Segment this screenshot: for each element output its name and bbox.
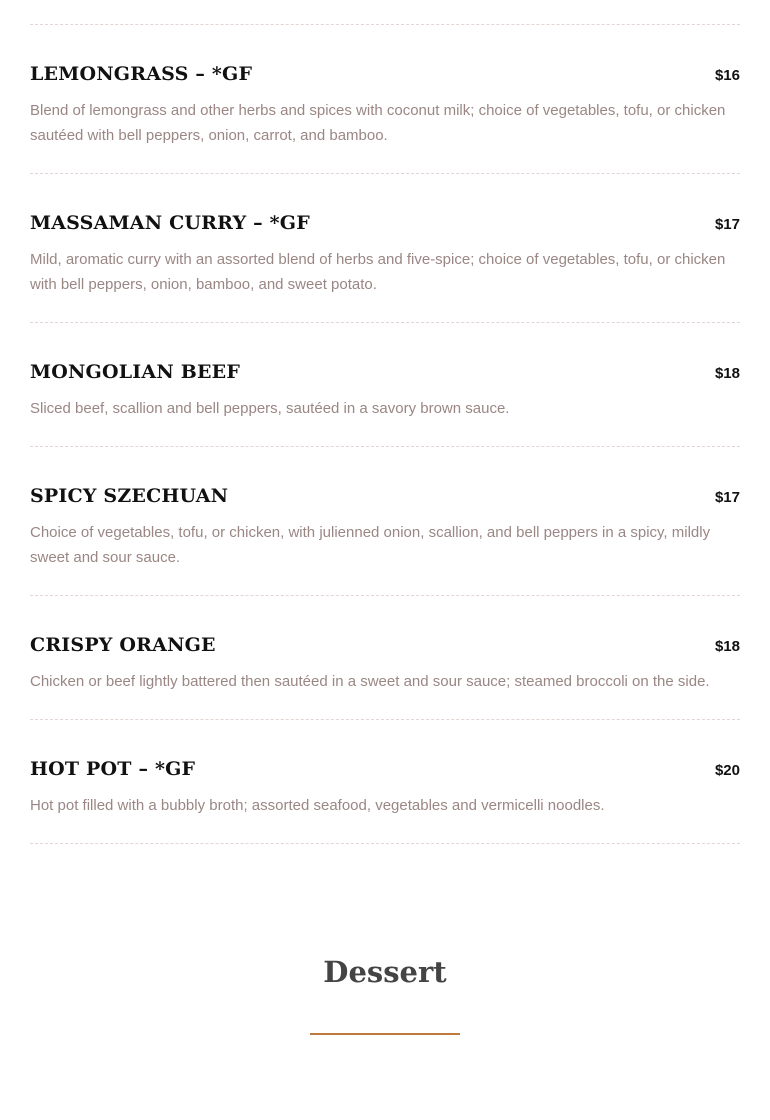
- menu-item-name: MONGOLIAN BEEF: [30, 361, 241, 383]
- menu-item-price: $20: [714, 762, 740, 779]
- menu-item-price: $17: [714, 216, 740, 233]
- menu-item-description: Mild, aromatic curry with an assorted blend of herbs and five-spice; choice of vegetables, tofu, or chicken with bell peppers, onion, bamboo, and sweet potato.: [30, 251, 726, 293]
- menu-item-header: [30, 361, 740, 383]
- menu-item-name: LEMONGRASS – *GF: [30, 63, 253, 85]
- menu-item-name: CRISPY ORANGE: [30, 634, 216, 656]
- menu-item-description: Blend of lemongrass and other herbs and spices with coconut milk; choice of vegetables, tofu, or chicken sautéed with bell peppers, onion, carrot, and bamboo.: [30, 102, 726, 144]
- menu-item-header: [30, 212, 740, 234]
- menu-list: [30, 0, 740, 844]
- menu-item: [30, 323, 740, 446]
- section-heading-dessert: Dessert: [323, 955, 447, 989]
- menu-item: [30, 447, 740, 595]
- menu-item-header: [30, 758, 740, 780]
- menu-item-header: [30, 485, 740, 507]
- menu-item-price: $17: [714, 489, 740, 506]
- menu-item-description: Chicken or beef lightly battered then sautéed in a sweet and sour sauce; steamed broccoli on the side.: [30, 673, 710, 690]
- menu-item-description: Sliced beef, scallion and bell peppers, sautéed in a savory brown sauce.: [30, 400, 510, 417]
- menu-item-description: Hot pot filled with a bubbly broth; assorted seafood, vegetables and vermicelli noodles.: [30, 797, 605, 814]
- menu-item-header: [30, 634, 740, 656]
- menu-item-price: $18: [714, 365, 740, 382]
- menu-item: [30, 596, 740, 719]
- menu-item-name: SPICY SZECHUAN: [30, 485, 229, 507]
- menu-item-description: Choice of vegetables, tofu, or chicken, with julienned onion, scallion, and bell peppers in a spicy, mildly sweet and sour sauce.: [30, 524, 711, 566]
- menu-item-price: $16: [714, 67, 740, 84]
- menu-item: [30, 720, 740, 843]
- menu-item: [30, 174, 740, 322]
- menu-item-name: HOT POT – *GF: [30, 758, 196, 780]
- menu-divider: [30, 843, 740, 844]
- section-heading-underline: [310, 1033, 460, 1035]
- menu-item: [30, 25, 740, 173]
- menu-item-header: [30, 63, 740, 85]
- menu-item-name: MASSAMAN CURRY – *GF: [30, 212, 310, 234]
- menu-item-price: $18: [714, 638, 740, 655]
